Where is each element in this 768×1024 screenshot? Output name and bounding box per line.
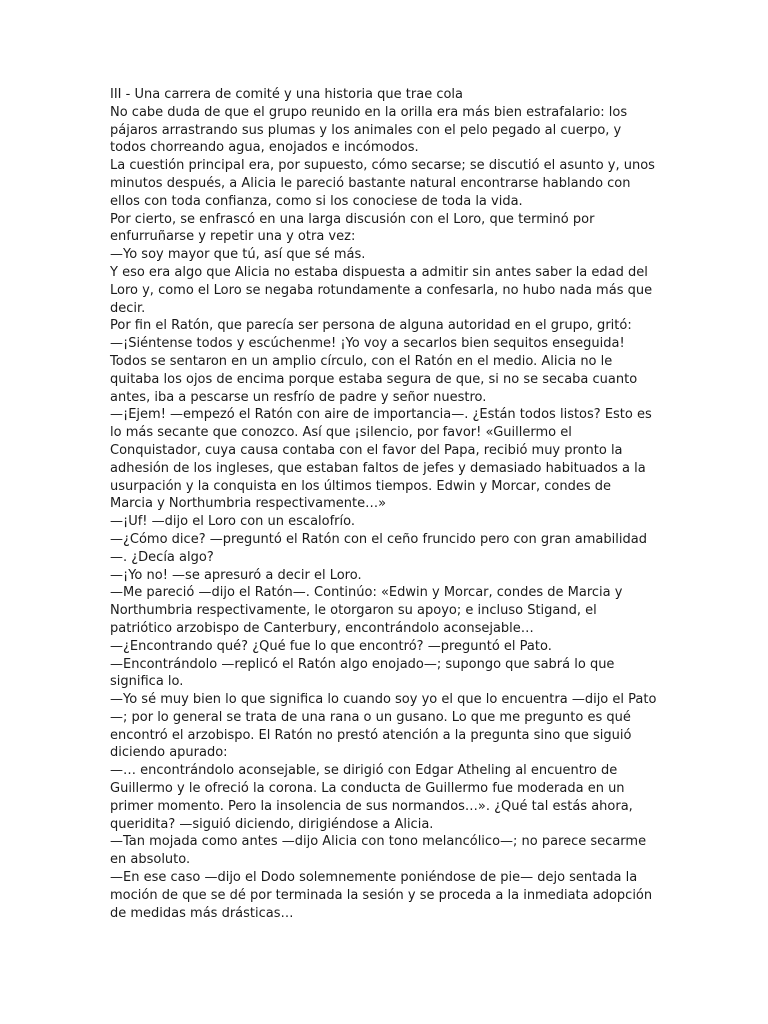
paragraph: Por fin el Ratón, que parecía ser persona de alguna autoridad en el grupo, gritó:	[110, 318, 632, 334]
paragraph: La cuestión principal era, por supuesto, cómo secarse; se discutió el asunto y, unos minutos después, a Alicia le pareció bastante natural encontrarse hablando con ellos con toda confianza, como si los conociese de toda la vida.	[110, 158, 655, 209]
paragraph: —En ese caso —dijo el Dodo solemnemente poniéndose de pie— dejo sentada la moción de que se dé por terminada la sesión y se proceda a la inmediata adopción de medidas más drásticas…	[110, 870, 653, 921]
paragraph: —Yo sé muy bien lo que significa lo cuando soy yo el que lo encuentra —dijo el Pato—; por lo general se trata de una rana o un gusano. Lo que me pregunto es qué encontró el arzobispo. El Ratón no prestó atención a la pregunta sino que siguió diciendo apurado:	[110, 692, 657, 761]
paragraph: Todos se sentaron en un amplio círculo, con el Ratón en el medio. Alicia no le quitaba los ojos de encima porque estaba segura de que, si no se secaba cuanto antes, iba a pescarse un resfrío de padre y señor nuestro.	[110, 353, 638, 405]
paragraph: —¿Encontrando qué? ¿Qué fue lo que encontró? —preguntó el Pato.	[110, 638, 552, 654]
paragraph: No cabe duda de que el grupo reunido en la orilla era más bien estrafalario: los pájaros arrastrando sus plumas y los animales con el pelo pegado al cuerpo, y todos chorreando agua, enojados e incómodos.	[110, 104, 628, 156]
paragraph: —¡Ejem! —empezó el Ratón con aire de importancia—. ¿Están todos listos? Esto es lo más secante que conozco. Así que ¡silencio, por favor! «Guillermo el Conquistador, cuya causa contaba con el favor del Papa, recibió muy pronto la adhesión de los ingleses, que estaban faltos de jefes y demasiado habituados a la usurpación y la conquista en los últimos tiempos. Edwin y Morcar, condes de Marcia y Northumbria respectivamente…»	[110, 407, 652, 512]
paragraph: Por cierto, se enfrascó en una larga discusión con el Loro, que terminó por enfurruñarse y repetir una y otra vez:	[110, 211, 595, 245]
paragraph: —Me pareció —dijo el Ratón—. Continúo: «Edwin y Morcar, condes de Marcia y Northumbria respectivamente, le otorgaron su apoyo; e incluso Stigand, el patriótico arzobispo de Canterbury, encontrándolo aconsejable…	[110, 585, 623, 636]
paragraph: —¡Yo no! —se apresuró a decir el Loro.	[110, 567, 362, 583]
paragraph: —¡Siéntense todos y escúchenme! ¡Yo voy a secarlos bien sequitos enseguida!	[110, 336, 625, 352]
paragraph: —Yo soy mayor que tú, así que sé más.	[110, 247, 366, 263]
document-page	[110, 86, 658, 922]
paragraph: Y eso era algo que Alicia no estaba dispuesta a admitir sin antes saber la edad del Loro y, como el Loro se negaba rotundamente a confesarla, no hubo nada más que decir.	[110, 264, 653, 316]
paragraph: —… encontrándolo aconsejable, se dirigió con Edgar Atheling al encuentro de Guillermo y le ofreció la corona. La conducta de Guillermo fue moderada en un primer momento. Pero la insolencia de sus normandos…». ¿Qué tal estás ahora, queridita? —siguió diciendo, dirigiéndose a Alicia.	[110, 763, 633, 832]
paragraph: —¿Cómo dice? —preguntó el Ratón con el ceño fruncido pero con gran amabilidad—. ¿Decía algo?	[110, 531, 647, 565]
paragraph: —Tan mojada como antes —dijo Alicia con tono melancólico—; no parece secarme en absoluto.	[110, 834, 647, 868]
paragraph: —¡Uf! —dijo el Loro con un escalofrío.	[110, 514, 355, 530]
paragraph: —Encontrándolo —replicó el Ratón algo enojado—; supongo que sabrá lo que significa lo.	[110, 656, 615, 690]
chapter-heading: III - Una carrera de comité y una historia que trae cola	[110, 87, 463, 102]
